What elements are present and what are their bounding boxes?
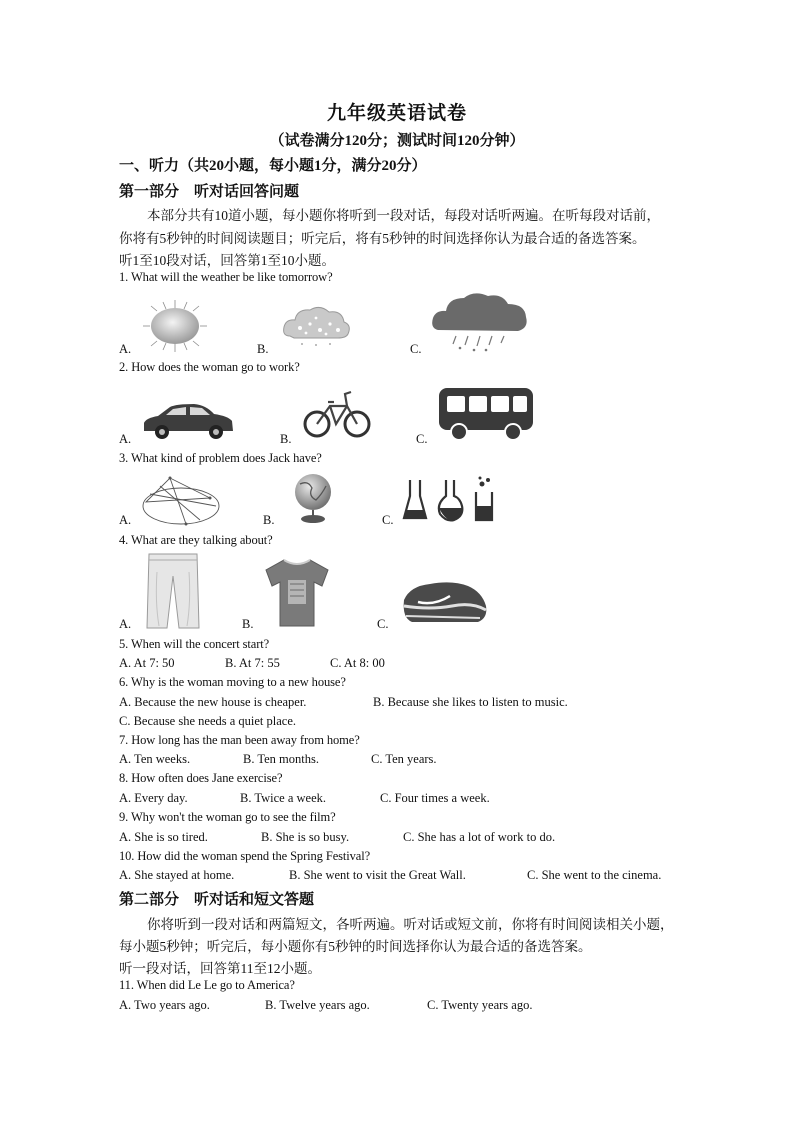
snow-cloud-icon bbox=[280, 300, 352, 348]
q11-option-b: B. Twelve years ago. bbox=[265, 998, 370, 1012]
q4-option-c-label: C. bbox=[377, 617, 389, 631]
q8-option-c: C. Four times a week. bbox=[380, 791, 490, 805]
question-10-stem: 10. How did the woman spend the Spring Festival? bbox=[119, 849, 371, 863]
part2-heading: 第二部分 听对话和短文答题 bbox=[119, 892, 315, 908]
q11-option-a: A. Two years ago. bbox=[119, 998, 210, 1012]
bicycle-icon bbox=[303, 384, 371, 442]
part1-instructions-line2: 你将有5秒钟的时间阅读题目；听完后，将有5秒钟的时间选择你认为最合适的备选答案。 bbox=[119, 231, 646, 246]
q4-option-a-label: A. bbox=[119, 617, 132, 631]
question-4-stem: 4. What are they talking about? bbox=[119, 533, 273, 547]
q6-option-c: C. Because she needs a quiet place. bbox=[119, 714, 297, 728]
question-9-stem: 9. Why won't the woman go to see the film? bbox=[119, 810, 336, 824]
q2-option-b-label: B. bbox=[280, 432, 292, 446]
question-6-stem: 6. Why is the woman moving to a new house? bbox=[119, 675, 346, 689]
exam-title: 九年级英语试卷 bbox=[326, 103, 467, 124]
q3-option-a-label: A. bbox=[119, 513, 132, 527]
question-5-stem: 5. When will the concert start? bbox=[119, 637, 270, 651]
q11-option-c: C. Twenty years ago. bbox=[427, 998, 533, 1012]
rain-cloud-icon bbox=[430, 290, 530, 354]
pants-icon bbox=[143, 552, 203, 630]
q7-option-a: A. Ten weeks. bbox=[119, 752, 191, 766]
q6-option-b: B. Because she likes to listen to music. bbox=[373, 695, 568, 709]
q10-option-c: C. She went to the cinema. bbox=[527, 868, 662, 882]
question-8-stem: 8. How often does Jane exercise? bbox=[119, 771, 283, 785]
q5-option-a: A. At 7: 50 bbox=[119, 656, 175, 670]
q1-option-c-label: C. bbox=[410, 342, 422, 356]
question-1-stem: 1. What will the weather be like tomorrow? bbox=[119, 270, 333, 284]
q7-option-b: B. Ten months. bbox=[243, 752, 319, 766]
q9-option-a: A. She is so tired. bbox=[119, 830, 208, 844]
q9-option-b: B. She is so busy. bbox=[261, 830, 350, 844]
part1-instructions-line1: 本部分共有10道小题，每小题你将听到一段对话，每段对话听两遍。在听每段对话前， bbox=[147, 208, 660, 223]
q8-option-a: A. Every day. bbox=[119, 791, 188, 805]
q2-option-c-label: C. bbox=[416, 432, 428, 446]
question-2-stem: 2. How does the woman go to work? bbox=[119, 360, 300, 374]
bus-icon bbox=[437, 386, 535, 442]
part1-instructions-line3: 听1至10段对话，回答第1至10小题。 bbox=[119, 253, 335, 268]
section1-heading: 一、听力（共20小题，每小题1分，满分20分） bbox=[119, 158, 427, 174]
shoe-icon bbox=[400, 576, 490, 628]
sun-icon bbox=[135, 298, 215, 354]
question-7-stem: 7. How long has the man been away from home? bbox=[119, 733, 360, 747]
q5-option-c: C. At 8: 00 bbox=[330, 656, 385, 670]
question-11-stem: 11. When did Le Le go to America? bbox=[119, 978, 295, 992]
q10-option-a: A. She stayed at home. bbox=[119, 868, 235, 882]
q9-option-c: C. She has a lot of work to do. bbox=[403, 830, 556, 844]
q6-option-a: A. Because the new house is cheaper. bbox=[119, 695, 307, 709]
q3-option-c-label: C. bbox=[382, 513, 394, 527]
q3-option-b-label: B. bbox=[263, 513, 275, 527]
exam-subtitle: （试卷满分120分；测试时间120分钟） bbox=[269, 133, 525, 149]
q7-option-c: C. Ten years. bbox=[371, 752, 437, 766]
geometry-icon bbox=[140, 472, 222, 528]
part2-instructions-line3: 听一段对话，回答第11至12小题。 bbox=[119, 961, 321, 976]
q1-option-b-label: B. bbox=[257, 342, 269, 356]
q5-option-b: B. At 7: 55 bbox=[225, 656, 280, 670]
q4-option-b-label: B. bbox=[242, 617, 254, 631]
q2-option-a-label: A. bbox=[119, 432, 132, 446]
part2-instructions-line2: 每小题5秒钟；听完后，每小题你有5秒钟的时间选择你认为最合适的备选答案。 bbox=[119, 939, 592, 954]
part2-instructions-line1: 你将听到一段对话和两篇短文，各听两遍。听对话或短文前，你将有时间阅读相关小题， bbox=[147, 917, 674, 932]
tshirt-icon bbox=[264, 558, 330, 628]
q8-option-b: B. Twice a week. bbox=[240, 791, 327, 805]
car-icon bbox=[140, 401, 236, 441]
q1-option-a-label: A. bbox=[119, 342, 132, 356]
question-3-stem: 3. What kind of problem does Jack have? bbox=[119, 451, 322, 465]
part1-heading: 第一部分 听对话回答问题 bbox=[119, 184, 300, 200]
flask-icon bbox=[402, 476, 498, 524]
globe-icon bbox=[286, 472, 340, 524]
q10-option-b: B. She went to visit the Great Wall. bbox=[289, 868, 466, 882]
